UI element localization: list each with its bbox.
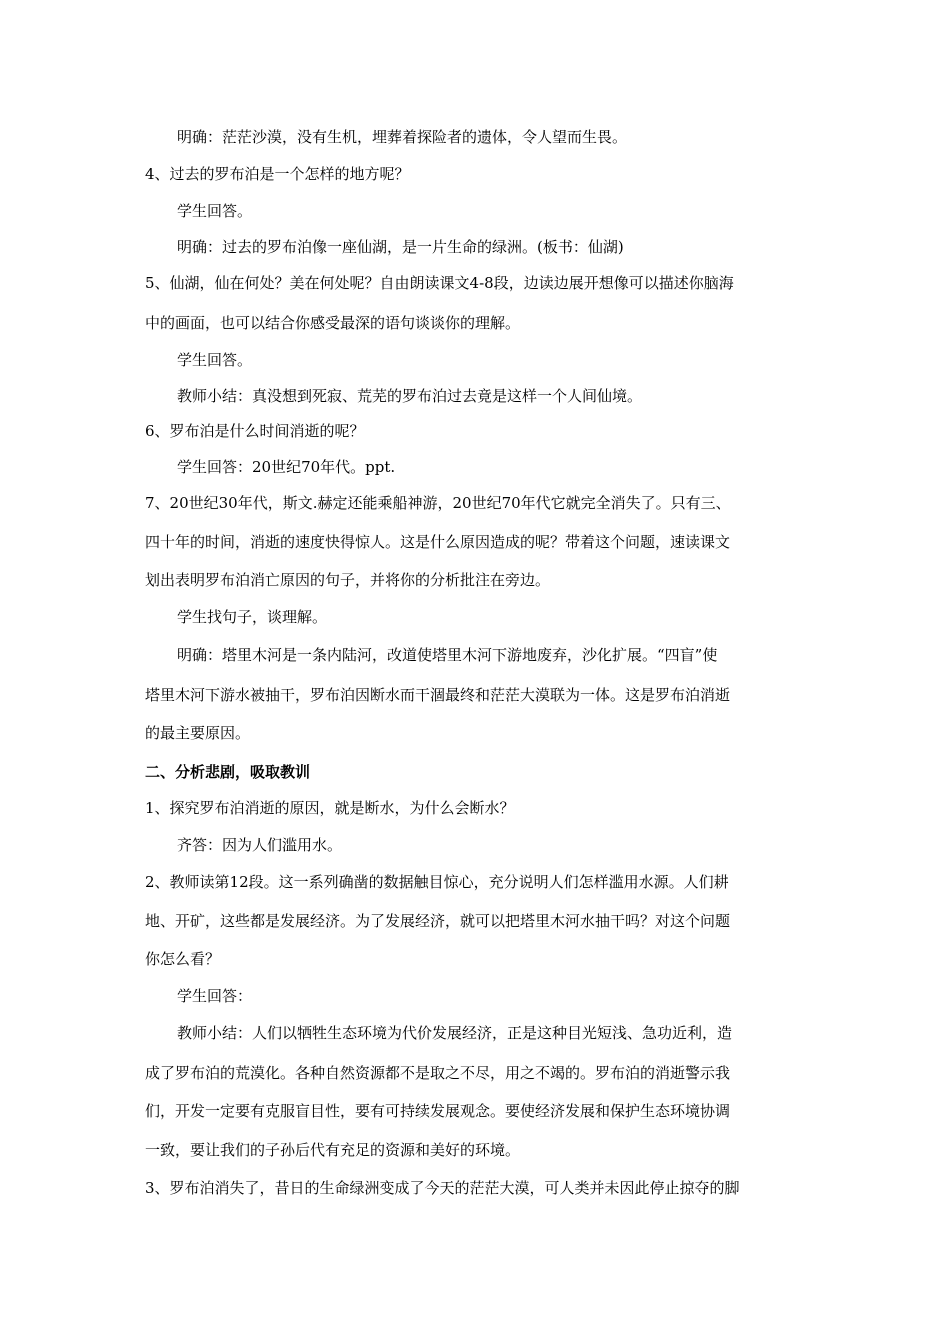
student-answer-line: 学生回答。 [177, 351, 253, 369]
question-paragraph: 3、罗布泊消失了，昔日的生命绿洲变成了今天的茫茫大漠，可人类并未因此停止掠夺的脚 [145, 1179, 740, 1197]
teacher-summary-paragraph: 教师小结：真没想到死寂、荒芜的罗布泊过去竟是这样一个人间仙境。 [177, 387, 643, 405]
answer-paragraph: 明确：塔里木河是一条内陆河，改道使塔里木河下游地废弃，沙化扩展。“四盲”使 [177, 646, 718, 664]
question-paragraph: 7、20世纪30年代，斯文.赫定还能乘船神游，20世纪70年代它就完全消失了。只有三、 [145, 494, 731, 512]
question-paragraph-continued: 地、开矿，这些都是发展经济。为了发展经济，就可以把塔里木河水抽干吗？对这个问题 [145, 912, 731, 930]
question-paragraph-continued: 划出表明罗布泊消亡原因的句子，并将你的分析批注在旁边。 [145, 571, 551, 589]
question-paragraph-continued: 四十年的时间，消逝的速度快得惊人。这是什么原因造成的呢？带着这个问题，速读课文 [145, 533, 731, 551]
student-answer-line: 学生回答。 [177, 202, 253, 220]
student-answer-line: 学生找句子，谈理解。 [177, 608, 328, 626]
question-paragraph: 6、罗布泊是什么时间消逝的呢？ [145, 422, 365, 440]
answer-paragraph-continued: 的最主要原因。 [145, 724, 251, 742]
student-answer-line: 学生回答：20世纪70年代。ppt. [177, 458, 396, 476]
student-answer-line: 学生回答： [177, 987, 253, 1005]
answer-paragraph: 明确：过去的罗布泊像一座仙湖，是一片生命的绿洲。(板书：仙湖) [177, 238, 624, 256]
question-paragraph: 5、仙湖，仙在何处？美在何处呢？自由朗读课文4-8段，边读边展开想像可以描述你脑海 [145, 274, 734, 292]
question-paragraph-continued: 你怎么看？ [145, 950, 221, 968]
teacher-summary-continued: 一致，要让我们的子孙后代有充足的资源和美好的环境。 [145, 1141, 521, 1159]
answer-paragraph-continued: 塔里木河下游水被抽干，罗布泊因断水而干涸最终和茫茫大漠联为一体。这是罗布泊消逝 [145, 686, 731, 704]
question-paragraph: 4、过去的罗布泊是一个怎样的地方呢？ [145, 165, 410, 183]
question-paragraph: 1、探究罗布泊消逝的原因，就是断水，为什么会断水？ [145, 799, 515, 817]
teacher-summary-continued: 们，开发一定要有克服盲目性，要有可持续发展观念。要使经济发展和保护生态环境协调 [145, 1102, 731, 1120]
question-paragraph: 2、教师读第12段。这一系列确凿的数据触目惊心，充分说明人们怎样滥用水源。人们耕 [145, 873, 729, 891]
section-heading: 二、分析悲剧，吸取教训 [145, 763, 311, 781]
student-answer-line: 齐答：因为人们滥用水。 [177, 836, 343, 854]
question-paragraph-continued: 中的画面，也可以结合你感受最深的语句谈谈你的理解。 [145, 314, 521, 332]
teacher-summary-paragraph: 教师小结：人们以牺牲生态环境为代价发展经济，正是这种目光短浅、急功近利，造 [177, 1024, 733, 1042]
answer-paragraph: 明确：茫茫沙漠，没有生机，埋葬着探险者的遗体，令人望而生畏。 [177, 128, 628, 146]
teacher-summary-continued: 成了罗布泊的荒漠化。各种自然资源都不是取之不尽，用之不竭的。罗布泊的消逝警示我 [145, 1064, 731, 1082]
